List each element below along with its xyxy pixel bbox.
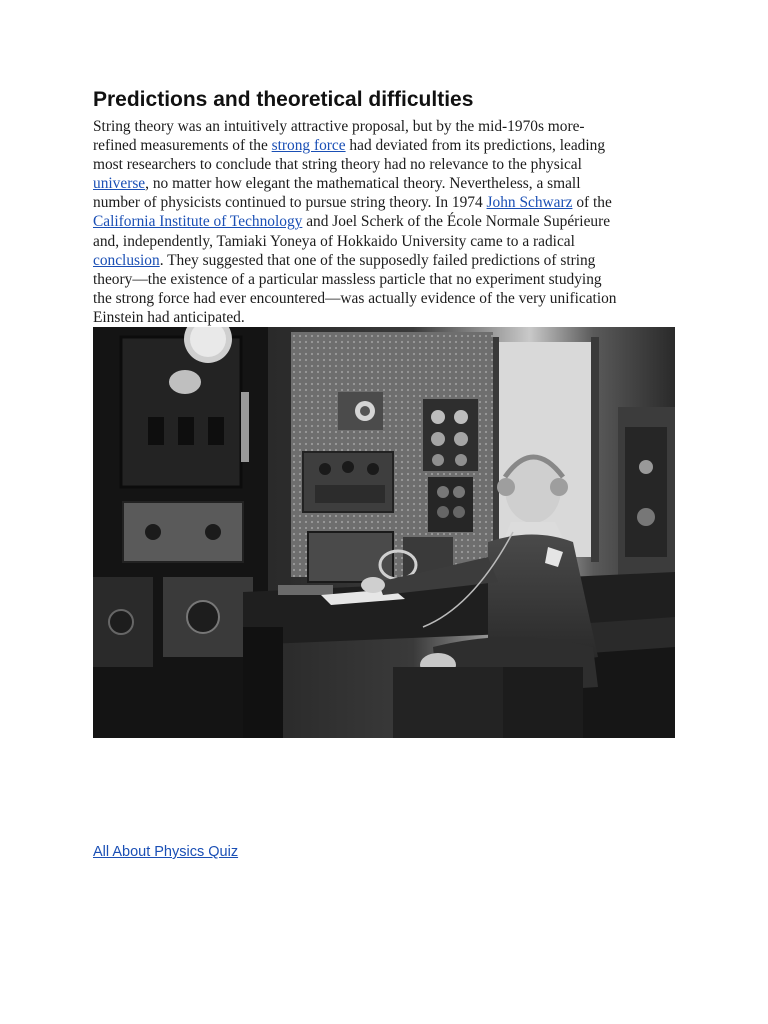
paragraph-line-10: the strong force had ever encountered—was actually evidence of the very unification: [93, 289, 617, 307]
text-span: , no matter how elegant the mathematical theory. Nevertheless, a small: [145, 175, 581, 193]
john-schwarz-link[interactable]: John Schwarz: [486, 194, 573, 212]
paragraph-line-5: [93, 193, 683, 212]
caltech-link[interactable]: California Institute of Technology: [93, 213, 303, 231]
photo-illustration: [93, 327, 675, 738]
text-span: . They suggested that one of the supposedly failed predictions of string: [159, 251, 596, 269]
all-about-physics-quiz-link[interactable]: All About Physics Quiz: [93, 844, 239, 860]
paragraph-line-1: String theory was an intuitively attractive proposal, but by the mid-1970s more-: [93, 118, 585, 135]
paragraph-line-6: [93, 212, 683, 231]
strong-force-link[interactable]: strong force: [271, 137, 346, 155]
universe-link[interactable]: universe: [93, 175, 146, 193]
paragraph-line-11: Einstein had anticipated.: [93, 308, 245, 326]
text-span: had deviated from its predictions, leading: [345, 137, 606, 155]
article-paragraph: [93, 117, 683, 327]
text-span: refined measurements of the: [93, 137, 272, 155]
paragraph-line-4: [93, 174, 683, 193]
section-heading: Predictions and theoretical difficulties: [93, 88, 474, 111]
radio-laboratory-photo: [93, 327, 675, 738]
conclusion-link[interactable]: conclusion: [93, 251, 160, 269]
paragraph-line-3: most researchers to conclude that string theory had no relevance to the physical: [93, 156, 582, 174]
text-span: number of physicists continued to pursue string theory. In 1974: [93, 194, 487, 212]
paragraph-line-9: theory—the existence of a particular massless particle that no experiment studying: [93, 270, 602, 288]
paragraph-line-7: and, independently, Tamiaki Yoneya of Hokkaido University came to a radical: [93, 232, 575, 250]
paragraph-line-8: [93, 251, 683, 270]
text-span: and Joel Scherk of the École Normale Supérieure: [302, 213, 611, 231]
paragraph-line-2: [93, 136, 683, 155]
text-span: of the: [572, 194, 612, 212]
